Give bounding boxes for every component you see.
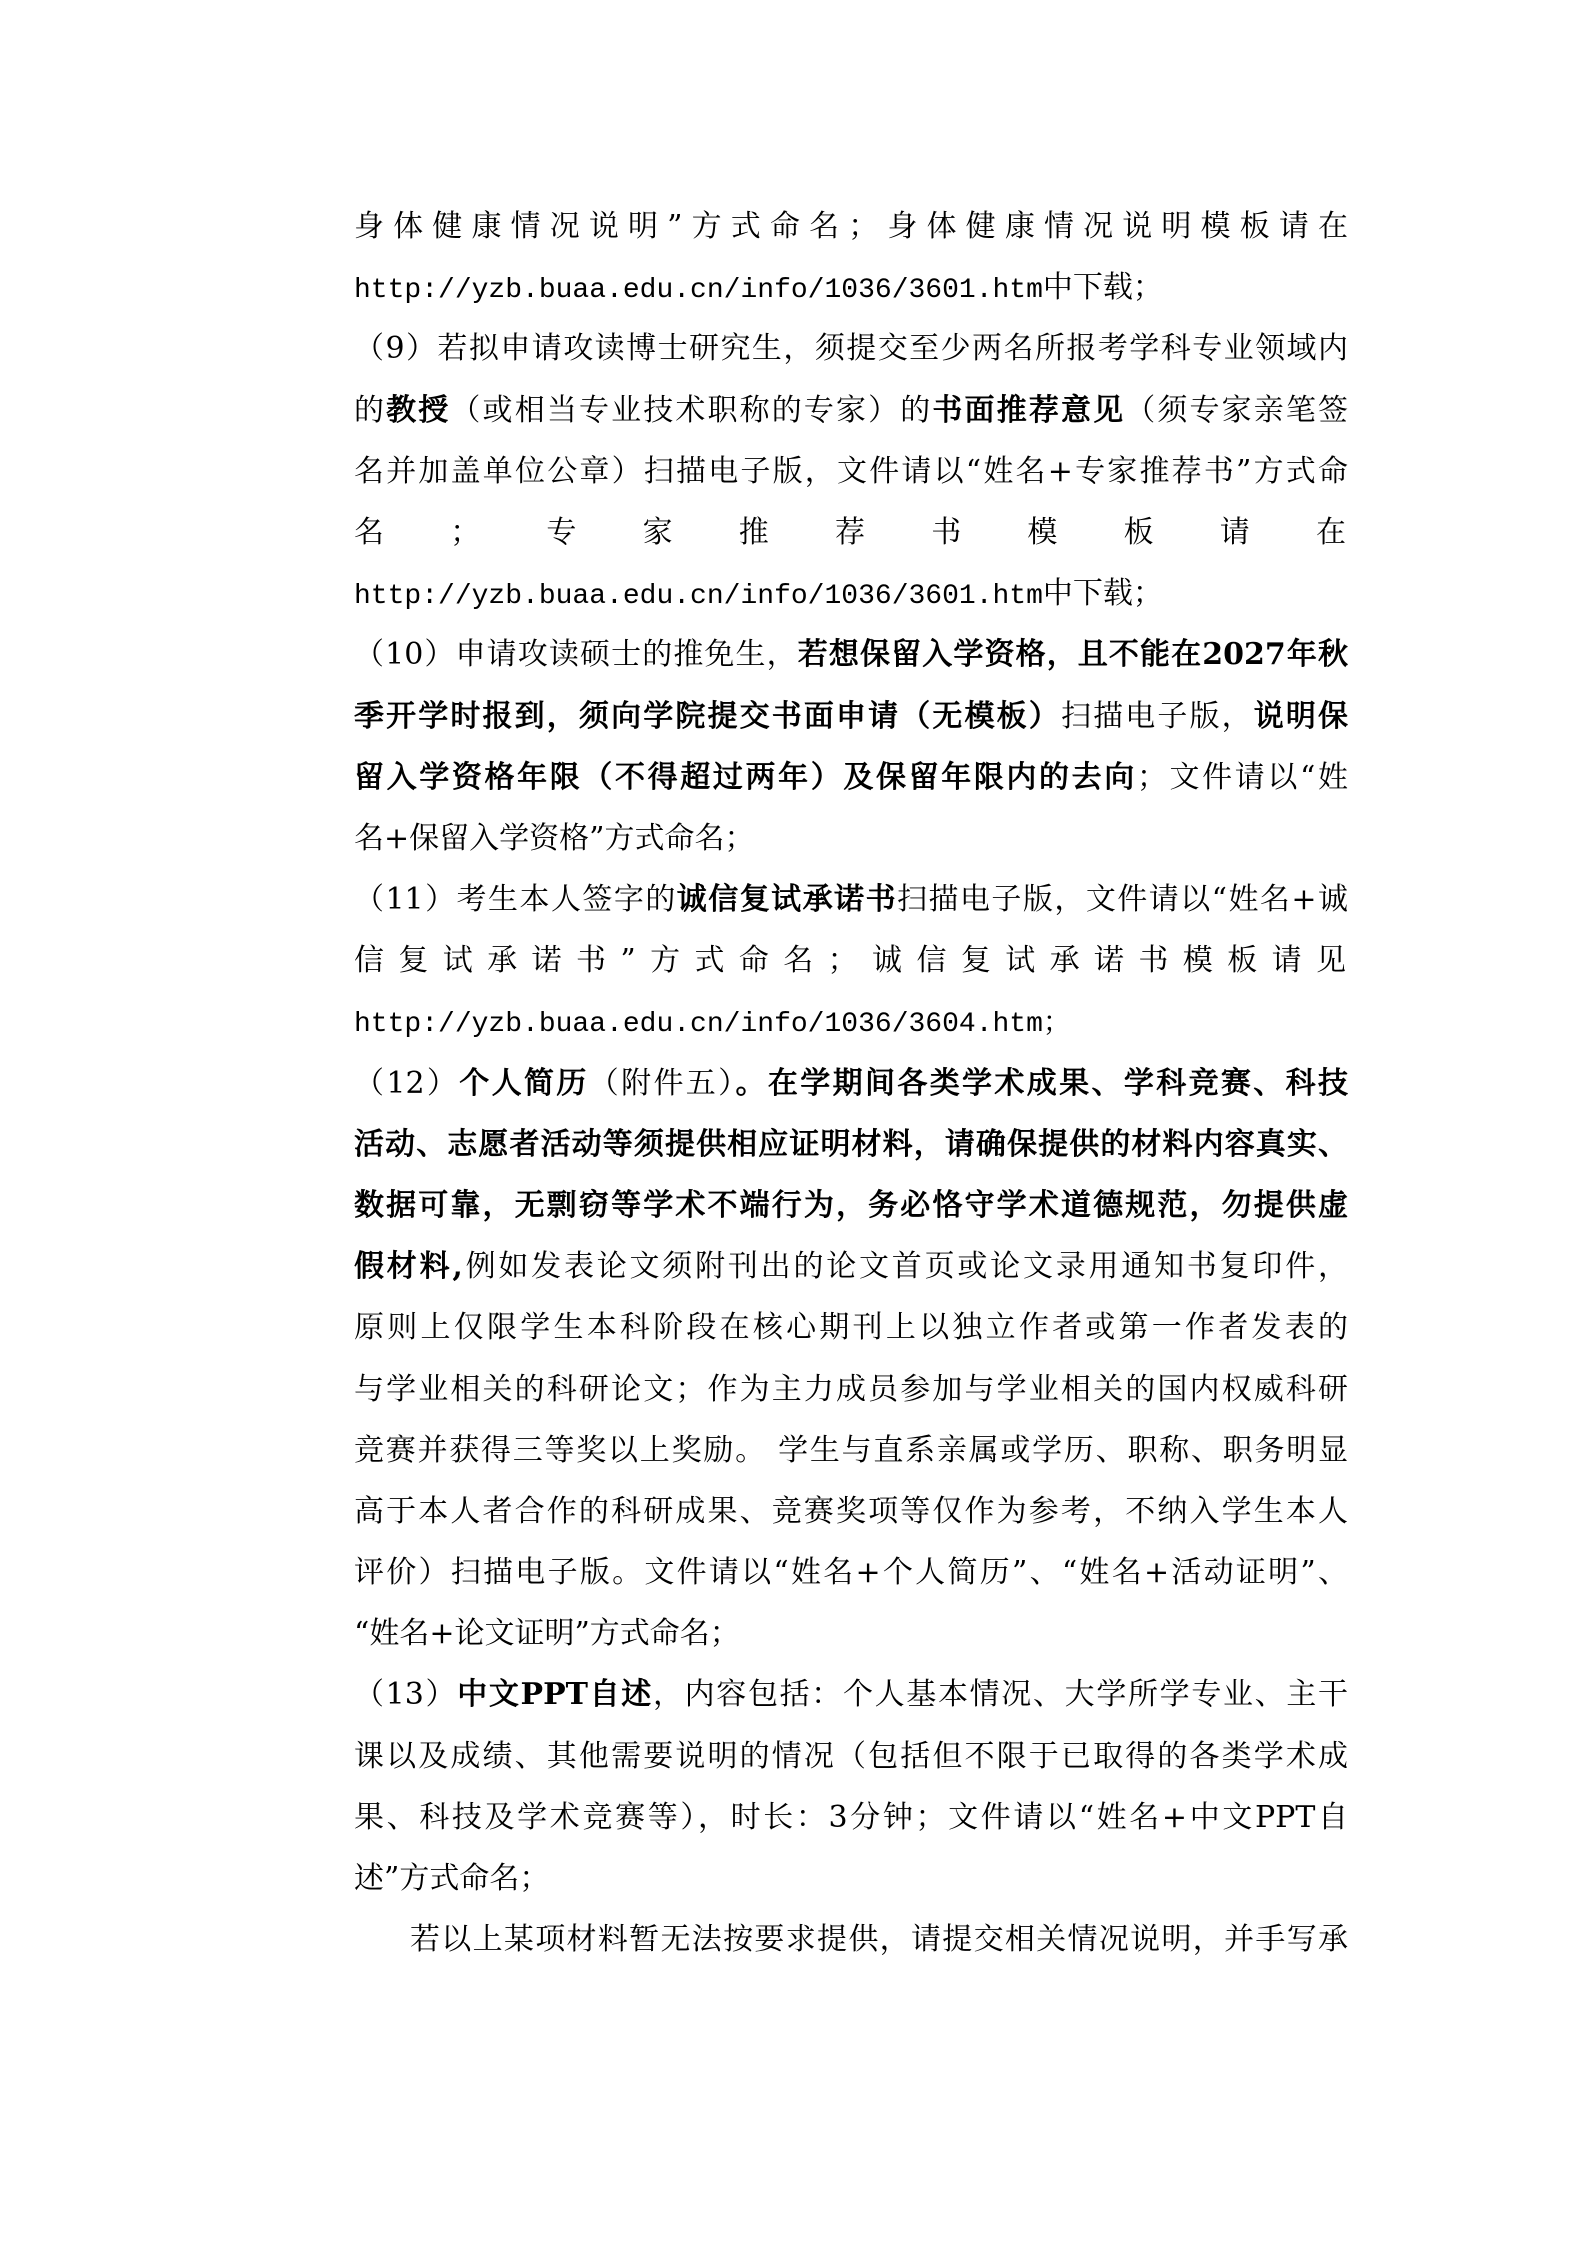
line-text: ；文件请以“姓	[1136, 760, 1348, 795]
line-text: 扫描电子版，文件请以“姓名+诚	[897, 882, 1348, 917]
bold-text: 中文PPT自述	[457, 1677, 653, 1712]
bold-text: 说明保	[1253, 699, 1348, 734]
line-text: （附件五）	[588, 1066, 736, 1101]
text-line	[354, 1245, 1348, 1289]
line-text: （13）	[354, 1677, 458, 1712]
text-line	[354, 450, 1348, 494]
text-line	[354, 878, 1348, 922]
template-link[interactable]: http://yzb.buaa.edu.cn/info/1036/3601.htm	[354, 581, 1043, 612]
bold-text: 数据可靠，无剽窃等学术不端行为，务必恪守学术道德规范，勿提供虚	[354, 1188, 1348, 1223]
line-text: 果、科技及学术竞赛等），时长：3分钟；文件请以“姓名+中文PPT自	[354, 1800, 1348, 1835]
line-text: 若以上某项材料暂无法按要求提供，请提交相关情况说明，并手写承	[410, 1922, 1348, 1957]
line-text: 名并加盖单位公章）扫描电子版，文件请以“姓名+专家推荐书”方式命	[354, 454, 1348, 489]
text-line	[354, 1490, 1348, 1534]
line-text: 高于本人者合作的科研成果、竞赛奖项等仅作为参考，不纳入学生本人	[354, 1494, 1348, 1529]
line-text: 例如发表论文须附刊出的论文首页或论文录用通知书复印件，	[462, 1249, 1348, 1284]
text-line	[354, 572, 1348, 616]
line-text: 名+保留入学资格”方式命名；	[354, 821, 755, 856]
text-line	[354, 1062, 1348, 1106]
line-text: （须专家亲笔签	[1125, 393, 1348, 428]
line-text: （12）	[354, 1066, 460, 1101]
line-text: 评价）扫描电子版。文件请以“姓名+个人简历”、“姓名+活动证明”、	[354, 1555, 1348, 1590]
line-text: （9）若拟申请攻读博士研究生，须提交至少两名所报考学科专业领域内	[354, 331, 1348, 366]
text-line	[354, 695, 1348, 739]
text-line	[354, 1857, 1348, 1901]
bold-text: 书面推荐意见	[932, 393, 1126, 428]
text-line	[354, 1429, 1348, 1473]
line-text: 信复试承诺书”方式命名；诚信复试承诺书模板请见	[354, 943, 1348, 978]
text-line	[354, 939, 1348, 983]
text-line	[354, 1796, 1348, 1840]
line-text: （或相当专业技术职称的专家）的	[450, 393, 933, 428]
bold-text: 。在学期间各类学术成果、学科竞赛、科技	[735, 1066, 1348, 1101]
bold-text: 假材料,	[354, 1249, 463, 1284]
bold-text: 季开学时报到，须向学院提交书面申请（无模板）	[354, 699, 1061, 734]
text-line	[354, 1306, 1348, 1350]
text-line	[354, 1551, 1348, 1595]
bold-text: 诚信复试承诺书	[676, 882, 898, 917]
text-line	[354, 1000, 1348, 1044]
text-line	[354, 1735, 1348, 1779]
bold-text: 若想保留入学资格，且不能在2027年秋	[797, 637, 1348, 672]
bold-text: 教授	[386, 393, 451, 428]
text-line	[354, 327, 1348, 371]
text-line	[354, 1123, 1348, 1167]
line-text: 课以及成绩、其他需要说明的情况（包括但不限于已取得的各类学术成	[354, 1739, 1348, 1774]
line-text: 竞赛并获得三等奖以上奖励。 学生与直系亲属或学历、职称、职务明显	[354, 1433, 1348, 1468]
line-text: 中下载；	[1042, 270, 1163, 305]
text-line	[354, 633, 1348, 677]
text-line	[354, 389, 1348, 433]
bold-text: 留入学资格年限（不得超过两年）及保留年限内的去向	[354, 760, 1137, 795]
text-line	[354, 1612, 1348, 1656]
text-line	[354, 266, 1348, 310]
template-link[interactable]: http://yzb.buaa.edu.cn/info/1036/3604.htm；	[354, 1009, 1071, 1040]
text-line	[354, 205, 1348, 249]
line-text: ，内容包括：个人基本情况、大学所学专业、主干	[652, 1677, 1348, 1712]
line-text: 原则上仅限学生本科阶段在核心期刊上以独立作者或第一作者发表的	[354, 1310, 1348, 1345]
line-text: 述”方式命名；	[354, 1861, 550, 1896]
text-line	[354, 1673, 1348, 1717]
text-line	[354, 1184, 1348, 1228]
text-line	[354, 817, 1348, 861]
line-text: （11）考生本人签字的	[354, 882, 677, 917]
bold-text: 个人简历	[459, 1066, 589, 1101]
line-text: 与学业相关的科研论文；作为主力成员参加与学业相关的国内权威科研	[354, 1372, 1348, 1407]
text-line	[410, 1918, 1348, 1962]
line-text: “姓名+论文证明”方式命名；	[354, 1616, 740, 1651]
line-text: （10）申请攻读硕士的推免生，	[354, 637, 798, 672]
line-text: 的	[354, 393, 387, 428]
line-text: 名；专家推荐书模板请在	[354, 515, 1348, 550]
text-line	[354, 1368, 1348, 1412]
line-text: 中下载；	[1042, 576, 1163, 611]
text-line	[354, 756, 1348, 800]
line-text: 扫描电子版，	[1060, 699, 1254, 734]
template-link[interactable]: http://yzb.buaa.edu.cn/info/1036/3601.htm	[354, 275, 1043, 306]
text-line	[354, 511, 1348, 555]
bold-text: 活动、志愿者活动等须提供相应证明材料，请确保提供的材料内容真实、	[354, 1127, 1348, 1162]
line-text: 身体健康情况说明”方式命名；身体健康情况说明模板请在	[354, 209, 1348, 244]
